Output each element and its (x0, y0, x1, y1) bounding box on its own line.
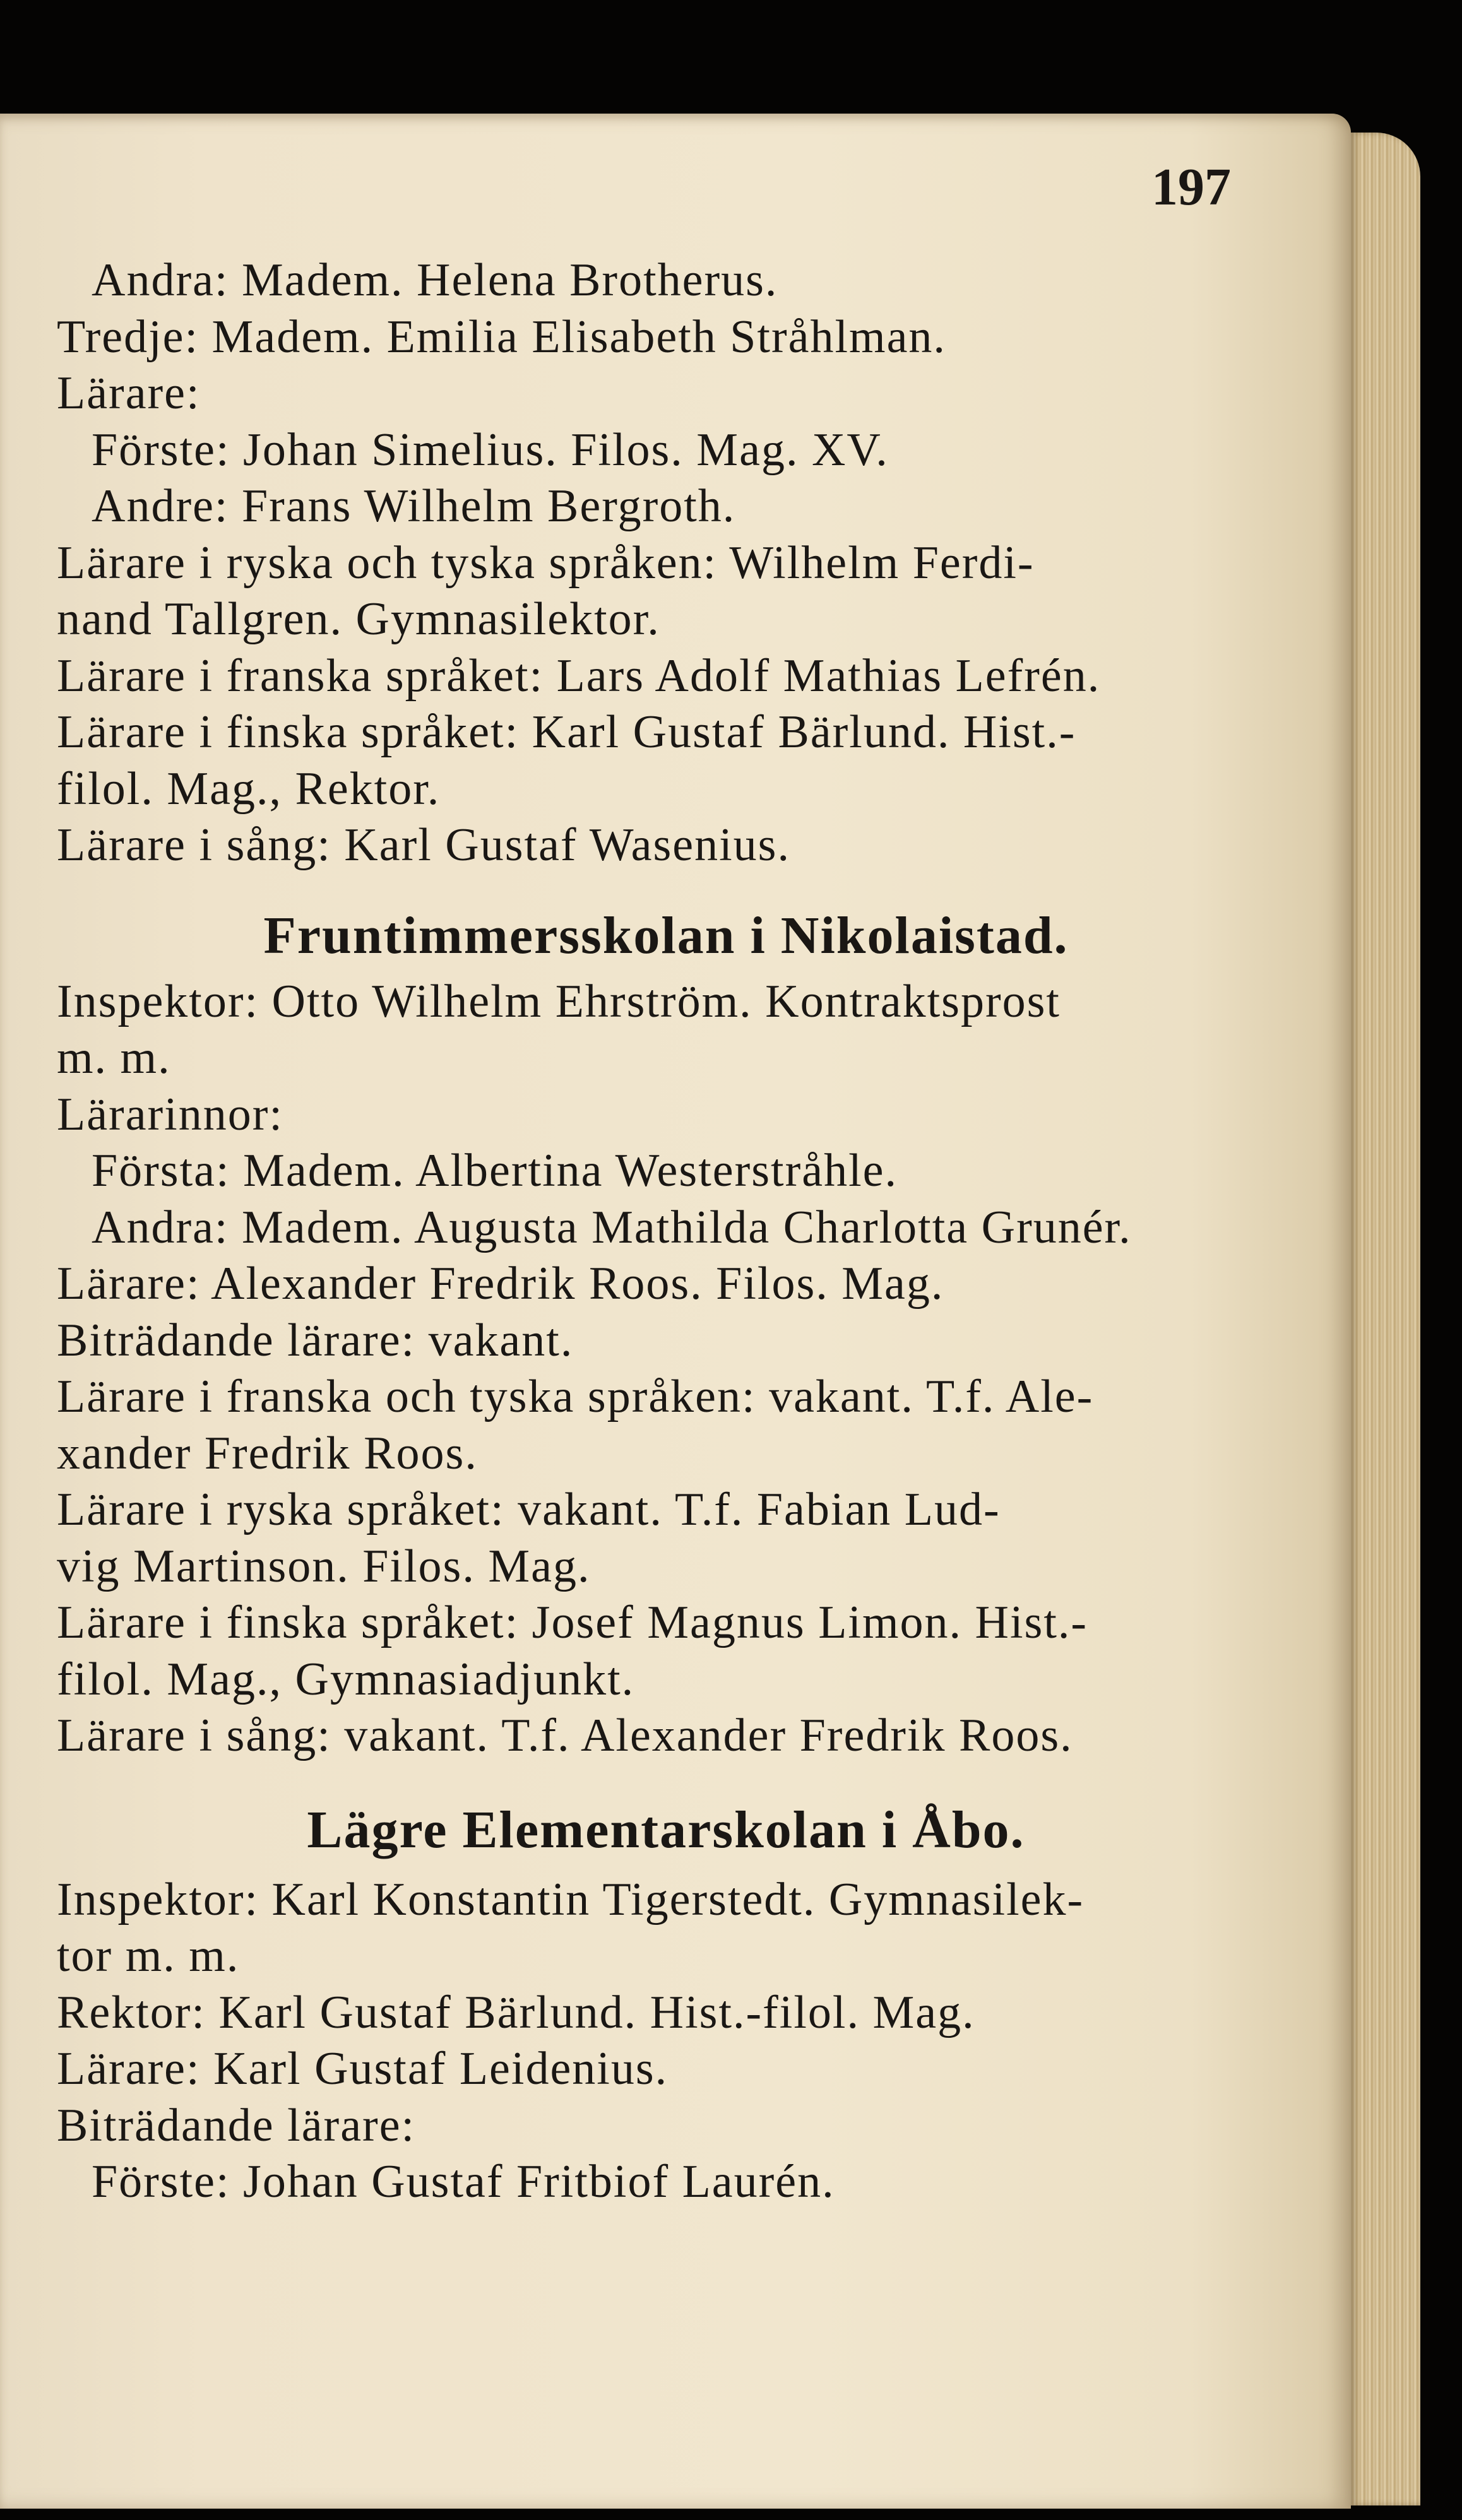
text-line: Lärare i franska språket: Lars Adolf Mathias Lefrén. (57, 649, 1101, 702)
text-line: Lärare i franska och tyska språken: vakant. T.f. Ale- (57, 1371, 1094, 1423)
text-line: Lärare i ryska och tyska språken: Wilhelm Ferdi- (57, 536, 1035, 589)
text-line: xander Fredrik Roos. (57, 1427, 478, 1479)
text-line: Lärare i sång: Karl Gustaf Wasenius. (57, 819, 790, 871)
text-line: Inspektor: Otto Wilhelm Ehrström. Kontraktsprost (57, 975, 1061, 1027)
page-text (57, 252, 1275, 2211)
text-line: Andre: Frans Wilhelm Bergroth. (92, 480, 736, 532)
text-line: Biträdande lärare: vakant. (57, 1314, 574, 1366)
section-heading-nikolaistad: Fruntimmersskolan i Nikolaistad. (263, 906, 1069, 965)
text-line: Förste: Johan Gustaf Fritbiof Laurén. (92, 2156, 835, 2208)
text-line: Biträdande lärare: (57, 2099, 416, 2151)
text-line: Andra: Madem. Augusta Mathilda Charlotta Grunér. (92, 1201, 1132, 1253)
page-number: 197 (1151, 158, 1231, 216)
text-line: Lärare i finska språket: Karl Gustaf Bärlund. Hist.- (57, 706, 1076, 758)
text-line: Tredje: Madem. Emilia Elisabeth Stråhlman. (57, 311, 946, 363)
text-line: Lärare i finska språket: Josef Magnus Limon. Hist.- (57, 1597, 1088, 1648)
text-line: Lärare i sång: vakant. T.f. Alexander Fredrik Roos. (57, 1710, 1073, 1761)
section-heading-abo: Lägre Elementarskolan i Åbo. (307, 1800, 1025, 1859)
text-line: Lärare: (57, 367, 201, 419)
text-line: Lärare i ryska språket: vakant. T.f. Fabian Lud- (57, 1484, 1001, 1535)
text-line: m. m. (57, 1032, 171, 1084)
text-line: Lärare: Karl Gustaf Leidenius. (57, 2043, 669, 2095)
text-line: Inspektor: Karl Konstantin Tigerstedt. Gymnasilek- (57, 1873, 1085, 1925)
page-edges (1351, 133, 1420, 2505)
text-line: filol. Mag., Rektor. (57, 762, 441, 815)
text-line: Andra: Madem. Helena Brotherus. (92, 254, 778, 306)
text-line: Lärarinnor: (57, 1088, 283, 1140)
text-line: filol. Mag., Gymnasiadjunkt. (57, 1653, 635, 1705)
text-line: Första: Madem. Albertina Westerstråhle. (92, 1145, 898, 1197)
text-line: Förste: Johan Simelius. Filos. Mag. XV. (92, 423, 889, 476)
text-line: nand Tallgren. Gymnasilektor. (57, 593, 660, 645)
text-line: Rektor: Karl Gustaf Bärlund. Hist.-filol. Mag. (57, 1986, 975, 2038)
text-line: Lärare: Alexander Fredrik Roos. Filos. Mag. (57, 1258, 944, 1310)
text-line: vig Martinson. Filos. Mag. (57, 1540, 591, 1592)
text-line: tor m. m. (57, 1930, 240, 1982)
